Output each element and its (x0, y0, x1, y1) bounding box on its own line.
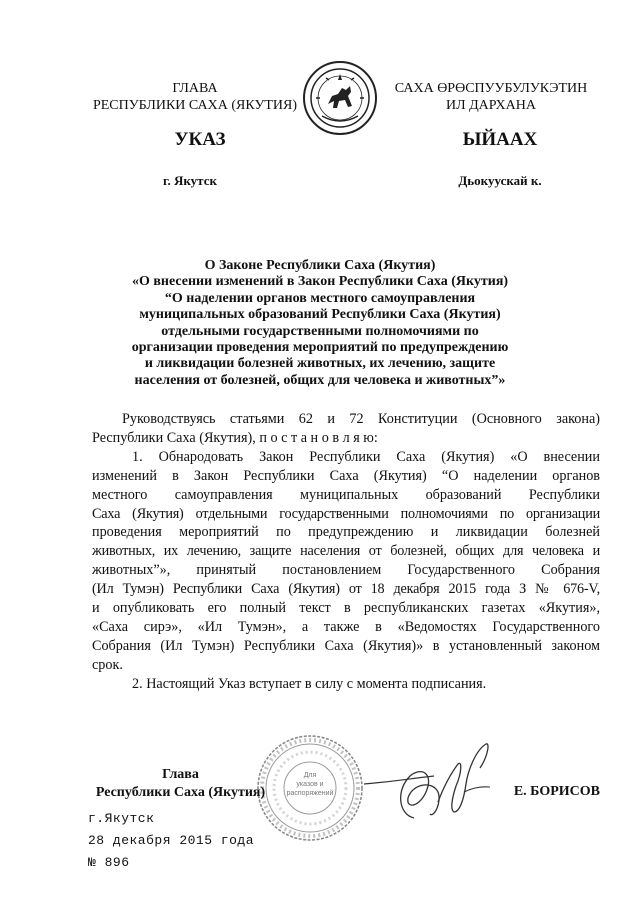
footer-city: г.Якутск (88, 811, 155, 826)
title-line: и ликвидации болезней животных, их лечению, защите (144, 356, 496, 372)
signatory-name: Е. БОРИСОВ (513, 784, 600, 799)
stamp-line: указов и (296, 781, 324, 788)
title-line: организации проведения мероприятий по предупреждению (131, 340, 509, 356)
issuer-ru (90, 80, 300, 114)
preamble-line: Руководствуясь статьями 62 и 72 Конституции (Основного закона) (122, 411, 600, 427)
stamp-center-text (285, 771, 335, 798)
footer-issue-details (88, 808, 254, 874)
item1-line: проведения мероприятий по предупреждению и ликвидации болезней (92, 524, 600, 541)
issuer-ru-line1: ГЛАВА (172, 81, 218, 96)
issuer-sah-line1: САХА ӨРӨСПУУБУЛУКЭТИН (394, 81, 588, 96)
stamp-line: распоряжений (286, 790, 334, 797)
signatory-position-line2: Республики Саха (Якутия) (95, 785, 266, 800)
title-line: О Законе Республики Саха (Якутия) (204, 258, 436, 273)
decree-title-ru: УКАЗ (174, 129, 226, 150)
city-ru: г. Якутск (163, 173, 217, 188)
item1-line: и опубликовать его полный текст в республиканских газетах «Якутия», (92, 600, 600, 617)
title-line: муниципальных образований Республики Саха (Якутия) (139, 307, 501, 323)
footer-date: 28 декабря 2015 года (88, 833, 255, 848)
item1-line: Собрания (Ил Тумэн) Республики Саха (Якутия)» в установленный законом (92, 637, 600, 654)
decree-title-sah: ЫЙААХ (462, 129, 538, 150)
official-seal-stamp (255, 733, 365, 843)
item1-line: животных”», принятый постановлением Государственного Собрания (92, 562, 600, 579)
preamble-line: Республики Саха (Якутия), п о с т а н о в л я ю: (92, 429, 378, 446)
coat-of-arms-emblem (302, 60, 378, 136)
title-line: “О наделении органов местного самоуправления (164, 290, 476, 306)
item1-line: изменений в Закон Республики Саха (Якутия) “О наделении органов (92, 467, 600, 484)
item1-line: «Саха сирэ», «Ил Тумэн», а также в «Ведомостях Государственного (92, 618, 600, 635)
item1-line: (Ил Тумэн) Республики Саха (Якутия) от 18 декабря 2015 года З № 676-V, (92, 581, 600, 598)
stamp-line: Для (303, 772, 317, 779)
signatory-position-line1: Глава (162, 767, 199, 782)
title-line: «О внесении изменений в Закон Республики Саха (Якутия) (131, 274, 509, 290)
item2-line: 2. Настоящий Указ вступает в силу с момента подписания. (132, 675, 487, 692)
handwritten-signature (360, 738, 500, 848)
decree-body (92, 410, 600, 694)
item1-line: 1. Обнародовать Закон Республики Саха (Якутия) «О внесении (132, 448, 600, 465)
city-sah: Дьокуускай к. (458, 173, 542, 188)
footer-number: № 896 (88, 855, 130, 870)
issuer-sah (372, 80, 610, 114)
signatory-position (93, 766, 268, 802)
item1-line: животных, их лечению, защите населения от болезней, общих для человека и (92, 543, 600, 560)
issuer-sah-line2: ИЛ ДАРХАНА (445, 98, 536, 113)
title-line: отдельными государственными полномочиями по (161, 323, 479, 339)
item1-line: срок. (92, 656, 123, 673)
item1-line: местного самоуправления муниципальных образований Республики (92, 486, 600, 503)
title-line: населения от болезней, общих для человека и животных”» (134, 372, 506, 388)
issuer-ru-line2: РЕСПУБЛИКИ САХА (ЯКУТИЯ) (92, 98, 298, 113)
decree-subject-title (90, 258, 550, 389)
item1-line: Саха (Якутия) отдельными государственными полномочиями по организации (92, 505, 600, 522)
